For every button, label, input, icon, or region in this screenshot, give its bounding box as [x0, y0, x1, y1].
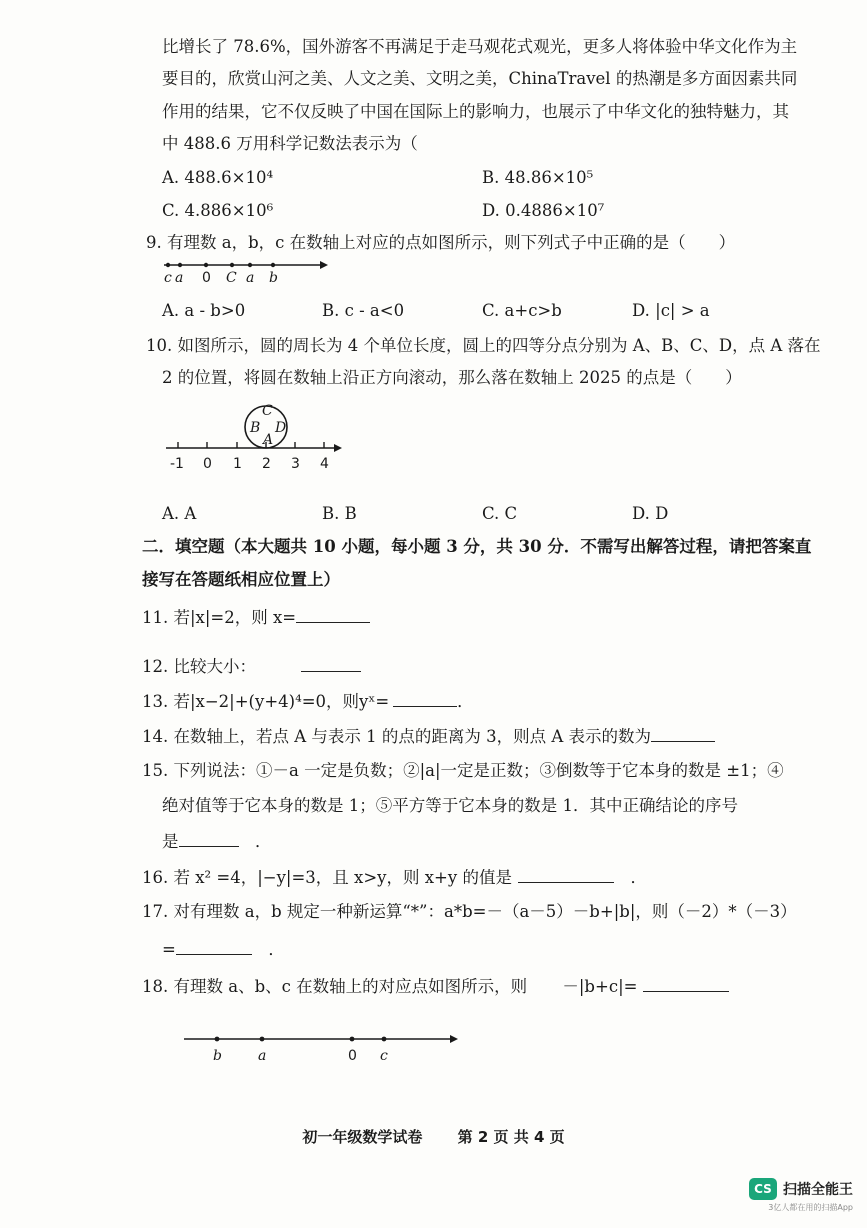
q17-line-2: = ． [162, 940, 285, 959]
q8-option-d: D. 0.4886×10⁷ [482, 201, 605, 220]
q10-circle-label-c: C [262, 403, 273, 419]
q8-line-1: 比增长了 78.6%，国外游客不再满足于走马观花式观光，更多人将体验中华文化作为主 [162, 37, 798, 56]
q9-label-2: 0 [202, 270, 211, 286]
q18-label-a: a [258, 1048, 267, 1064]
q9-point-zero [204, 263, 208, 267]
scanner-watermark [749, 1178, 853, 1213]
q9-option-a: A. a - b>0 [162, 301, 246, 320]
q10-figure [162, 398, 362, 478]
q18-label-c: c [380, 1048, 388, 1064]
footer-page-number: 第 2 页 共 4 页 [457, 1128, 565, 1146]
q13: 13. 若|x−2|+(y+4)⁴=0，则yˣ= ． [142, 692, 474, 711]
q16: 16. 若 x² =4，|−y|=3，且 x>y，则 x+y 的值是 ． [142, 868, 647, 887]
page-footer [0, 1126, 867, 1147]
q10-tick-neg1: -1 [170, 456, 184, 472]
q9-option-b: B. c - a<0 [322, 301, 405, 320]
q18-label-0: 0 [348, 1048, 357, 1064]
q9-label-5: b [269, 270, 278, 286]
q11 [142, 606, 370, 629]
q9-point-a [248, 263, 252, 267]
q18-point-b [215, 1037, 220, 1042]
q9-number-line [160, 256, 340, 286]
q12-text: 12. 比较大小： [142, 657, 256, 676]
q14-text: 14. 在数轴上，若点 A 与表示 1 的点的距离为 3，则点 A 表示的数为 [142, 727, 652, 746]
q15-line-3: 是 ． [162, 832, 272, 851]
q18 [142, 975, 729, 998]
q10-stem-1: 10. 如图所示，圆的周长为 4 个单位长度，圆上的四等分点分别为 A、B、C、D，点 A 落在 [146, 336, 821, 355]
q18-stem-tail: －|b+c|= [562, 977, 638, 996]
q15-line-1: 15. 下列说法：①－a 一定是负数；②|a|一定是正数；③倒数等于它本身的数是 ±1；④ [142, 761, 784, 780]
scanner-logo-icon: CS [749, 1178, 777, 1200]
q13-text: 13. 若|x−2|+(y+4)⁴=0，则yˣ= [142, 692, 390, 711]
q10-stem-2: 2 的位置，将圆在数轴上沿正方向滚动，那么落在数轴上 2025 的点是（ ） [162, 368, 742, 387]
q8-option-a: A. 488.6×10⁴ [162, 168, 274, 187]
q10-circle-label-d: D [275, 420, 287, 436]
q18-number-line [180, 1030, 470, 1070]
q15-line-3-text: 是 [162, 832, 179, 851]
q17-answer-blank[interactable] [176, 938, 252, 955]
q18-point-c [382, 1037, 387, 1042]
q18-label-b: b [213, 1048, 222, 1064]
q10-tick-4: 4 [320, 456, 329, 472]
q9-option-d: D. |c| > a [632, 301, 710, 320]
q9-point-C [230, 263, 234, 267]
q14 [142, 725, 715, 748]
q10-option-a: A. A [162, 504, 197, 523]
q11-answer-blank[interactable] [296, 606, 370, 623]
q9-point-b [271, 263, 275, 267]
q17-line-1: 17. 对有理数 a，b 规定一种新运算“*”：a*b=－（a－5）－b+|b|，则（－2）*（－3） [142, 902, 797, 921]
q9-label-4: a [246, 270, 255, 286]
q10-tick-1: 1 [233, 456, 242, 472]
section2-heading-1: 二．填空题（本大题共 10 小题，每小题 3 分，共 30 分．不需写出解答过程，请把答案直 [142, 537, 812, 556]
q9-stem: 9. 有理数 a，b，c 在数轴上对应的点如图所示，则下列式子中正确的是（ ） [146, 233, 736, 252]
q8-line-2: 要目的，欣赏山河之美、人文之美、文明之美，ChinaTravel 的热潮是多方面因素共同 [162, 69, 798, 88]
q15-answer-blank[interactable] [179, 830, 239, 847]
footer-title: 初一年级数学试卷 [302, 1128, 423, 1146]
q16-answer-blank[interactable] [518, 866, 614, 883]
q18-point-a [260, 1037, 265, 1042]
q18-answer-blank[interactable] [643, 975, 729, 992]
q9-label-0: c [164, 270, 172, 286]
q13-answer-blank[interactable] [393, 690, 457, 707]
scanner-app-name: 扫描全能王 [783, 1182, 853, 1198]
q8-option-c: C. 4.886×10⁶ [162, 201, 274, 220]
q9-point-c [166, 263, 170, 267]
q10-tick-0: 0 [203, 456, 212, 472]
q8-line-3: 作用的结果，它不仅反映了中国在国际上的影响力，也展示了中华文化的独特魅力，其 [162, 102, 789, 121]
q9-label-1: a [175, 270, 184, 286]
q9-point-a-left [178, 263, 182, 267]
q10-option-b: B. B [322, 504, 357, 523]
q10-tick-3: 3 [291, 456, 300, 472]
q8-line-4: 中 488.6 万用科学记数法表示为（ [162, 134, 418, 153]
q9-option-c: C. a+c>b [482, 301, 562, 320]
q15-line-2: 绝对值等于它本身的数是 1；⑤平方等于它本身的数是 1．其中正确结论的序号 [162, 796, 738, 815]
q11-text: 11. 若|x|=2，则 x= [142, 608, 297, 627]
q10-option-c: C. C [482, 504, 518, 523]
q10-circle-label-a: A [263, 432, 274, 448]
q17-line-2-text: = [162, 940, 176, 959]
q14-answer-blank[interactable] [651, 725, 715, 742]
q10-tick-2: 2 [262, 456, 271, 472]
scanner-tagline: 3亿人都在用的扫描App [768, 1203, 853, 1212]
q12-answer-blank[interactable] [301, 655, 361, 672]
q16-text: 16. 若 x² =4，|−y|=3，且 x>y，则 x+y 的值是 [142, 868, 512, 887]
q10-circle-label-b: B [250, 420, 261, 436]
q12 [142, 655, 361, 678]
q9-label-3: C [226, 270, 237, 286]
section2-heading-2: 接写在答题纸相应位置上） [142, 570, 340, 589]
q18-stem: 18. 有理数 a、b、c 在数轴上的对应点如图所示，则 [142, 977, 528, 996]
q18-point-zero [350, 1037, 355, 1042]
q8-option-b: B. 48.86×10⁵ [482, 168, 594, 187]
q10-option-d: D. D [632, 504, 669, 523]
